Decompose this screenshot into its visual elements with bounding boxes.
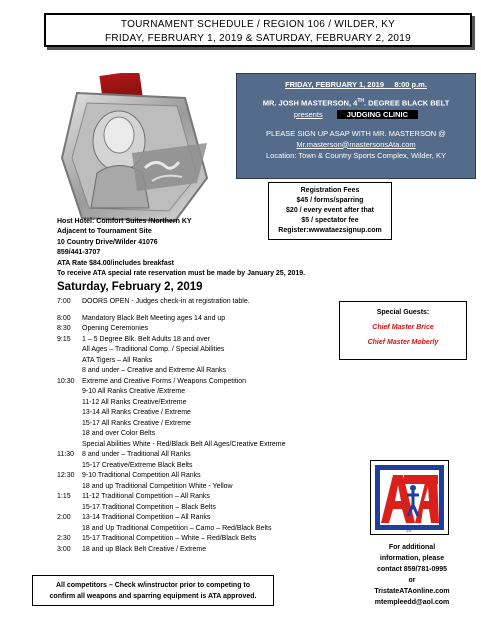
schedule-time: 3:00 [57, 545, 71, 553]
contact-email[interactable]: mtempleedd@aol.com [374, 599, 450, 606]
schedule-time: 8:00 [57, 314, 71, 322]
schedule-event: 15-17 Traditional Competition – White – Red/Black Belts [82, 535, 257, 542]
schedule-row [57, 450, 357, 461]
schedule-time: 9:15 [57, 335, 71, 343]
schedule-time [57, 356, 82, 367]
schedule-event: Opening Ceremonies [82, 325, 149, 332]
schedule-time [57, 429, 82, 440]
fees-line: $45 / forms/sparring [296, 197, 364, 204]
schedule-row [57, 314, 357, 325]
schedule-time: 7:00 [57, 298, 71, 305]
logo-text: ATA [406, 529, 412, 533]
schedule-event: DOORS OPEN - Judges check-in at registration table. [82, 298, 250, 305]
contact-line: or [408, 577, 416, 584]
contact-line: For additional [388, 544, 436, 551]
hotel-line: ATA Rate $84.00/includes breakfast [57, 259, 174, 267]
schedule-event: Extreme and Creative Forms / Weapons Competition [82, 377, 247, 385]
clinic-datetime [241, 79, 471, 90]
clinic-instructor [241, 96, 471, 109]
instructor-sup: TH [357, 98, 364, 104]
schedule-row [57, 419, 357, 430]
schedule-row [57, 440, 357, 451]
schedule-row [57, 534, 357, 545]
clinic-signup: PLEASE SIGN UP ASAP WITH MR. MASTERSON @ [266, 128, 446, 138]
schedule-time [57, 408, 82, 419]
schedule-row [57, 482, 357, 493]
schedule-event: 9-10 Traditional Competition All Ranks [82, 472, 201, 479]
fees-register-link[interactable]: Register:wwwataezsignup.com [278, 227, 382, 234]
schedule-row [57, 366, 357, 377]
guest-name: Chief Master Moberly [367, 339, 439, 346]
instructor-name: MR. JOSH MASTERSON, 4 [262, 98, 358, 108]
header-box [44, 13, 472, 47]
clinic-date: FRIDAY, FEBRUARY 1, 2019 [285, 80, 384, 89]
clinic-email[interactable]: Mr.masterson@mastersonsAta.com [296, 139, 416, 149]
schedule-row [57, 429, 357, 440]
schedule-time [57, 387, 82, 398]
schedule-event: 11-12 Traditional Competition – All Ranks [82, 493, 210, 500]
schedule-time: 12:30 [57, 472, 75, 479]
schedule-time [57, 419, 82, 430]
contact-line: information, please [379, 555, 445, 562]
header-dates: FRIDAY, FEBRUARY 1, 2019 & SATURDAY, FEBRUARY 2, 2019 [104, 33, 412, 44]
clinic-presents: presents [293, 109, 323, 119]
ata-logo [370, 460, 449, 535]
schedule-row [57, 398, 357, 409]
contact-phone: contact 859/781-0995 [376, 566, 448, 573]
schedule-event: 15-17 Creative/Extreme Black Belts [82, 461, 193, 469]
schedule-time [57, 398, 82, 409]
instructor-rank: . DEGREE BLACK BELT [364, 98, 450, 108]
schedule-event: 1 – 5 Degree Blk. Belt Adults 18 and over [82, 335, 211, 343]
schedule-time: 2:30 [57, 535, 71, 542]
schedule-time: 10:30 [57, 377, 75, 385]
equipment-notice-box [32, 575, 274, 606]
saturday-heading: Saturday, February 2, 2019 [57, 281, 203, 293]
schedule-event: 9-10 All Ranks Creative /Extreme [82, 388, 186, 395]
schedule-event: ATA Tigers – All Ranks [82, 356, 153, 364]
schedule-event: 18 and Up Traditional Competition – Camo – Red/Black Belts [82, 524, 272, 532]
contact-website[interactable]: TristateATAonline.com [374, 588, 450, 595]
fees-line: $20 / every event after that [286, 207, 374, 214]
schedule-time: 2:00 [57, 514, 71, 521]
schedule-time [57, 461, 82, 472]
schedule-event: Special Abilities White - Red/Black Belt All Ages/Creative Extreme [82, 440, 286, 448]
schedule-time [57, 524, 82, 535]
contact-info [357, 542, 467, 608]
schedule-row [57, 387, 357, 398]
schedule-time: 1:15 [57, 493, 71, 500]
schedule-row [57, 503, 357, 514]
schedule-event: Mandatory Black Belt Meeting ages 14 and up [82, 314, 226, 322]
schedule-list [57, 297, 357, 555]
schedule-row [57, 492, 357, 503]
schedule-row [57, 297, 357, 308]
hotel-line: 10 Country Drive/Wilder 41076 [57, 238, 158, 246]
schedule-event: 18 and up Black Belt Creative / Extreme [82, 545, 207, 553]
schedule-row [57, 524, 357, 535]
clinic-time: 8:00 p.m. [394, 80, 427, 89]
schedule-row [57, 461, 357, 472]
schedule-event: 13-14 All Ranks Creative / Extreme [82, 409, 191, 416]
hotel-line: 859/441-3707 [57, 249, 101, 257]
schedule-row [57, 471, 357, 482]
schedule-time [57, 440, 82, 451]
schedule-time [57, 345, 82, 356]
clinic-presents-row [241, 109, 471, 120]
schedule-time: 8:30 [57, 325, 71, 332]
schedule-row [57, 356, 357, 367]
schedule-row [57, 335, 357, 346]
schedule-event: 8 and under – Creative and Extreme All Ranks [82, 367, 226, 374]
clinic-location: Location: Town & Country Sports Complex, Wilder, KY [266, 150, 446, 160]
schedule-event: All Ages – Traditional Comp. / Special Abilities [82, 346, 225, 353]
fees-title: Registration Fees [300, 187, 360, 194]
schedule-event: 8 and under – Traditional All Ranks [82, 451, 191, 458]
schedule-row [57, 324, 357, 335]
schedule-time: 11:30 [57, 451, 74, 458]
fees-line: $5 / spectator fee [301, 217, 359, 224]
schedule-event: 15-17 All Ranks Creative / Extreme [82, 419, 191, 427]
clinic-title: JUDGING CLINIC [337, 110, 418, 119]
header-title: TOURNAMENT SCHEDULE / REGION 106 / WILDER, KY [120, 19, 396, 30]
guest-name: Chief Master Brice [372, 324, 434, 331]
guests-title: Special Guests: [376, 309, 430, 316]
schedule-time [57, 503, 82, 514]
medal-image [57, 73, 212, 223]
special-guests-box [339, 301, 467, 360]
schedule-time [57, 482, 82, 493]
schedule-row [57, 377, 357, 388]
schedule-row [57, 345, 357, 356]
schedule-event: 18 and over Color Belts [82, 430, 156, 437]
hotel-line: To receive ATA special rate reservation must be made by January 25, 2019. [57, 270, 306, 278]
judging-clinic-box [236, 73, 476, 179]
schedule-event: 18 and up Traditional Competition White - Yellow [82, 482, 233, 490]
hotel-line: Adjacent to Tournament Site [57, 228, 152, 236]
schedule-row [57, 408, 357, 419]
schedule-row [57, 545, 357, 556]
notice-line: confirm all weapons and sparring equipment is ATA approved. [49, 593, 257, 600]
hotel-info [57, 217, 357, 279]
schedule-event: 11-12 All Ranks Creative/Extreme [82, 398, 187, 406]
schedule-row [57, 513, 357, 524]
schedule-event: 13-14 Traditional Competition – All Ranks [82, 514, 211, 521]
schedule-event: 15-17 Traditional Competition – Black Belts [82, 503, 216, 511]
hotel-line: Host Hotel: Comfort Suites /Northern KY [57, 218, 192, 225]
notice-line: All competitors – Check w/instructor prior to competing to [55, 582, 251, 589]
schedule-time [57, 366, 82, 377]
